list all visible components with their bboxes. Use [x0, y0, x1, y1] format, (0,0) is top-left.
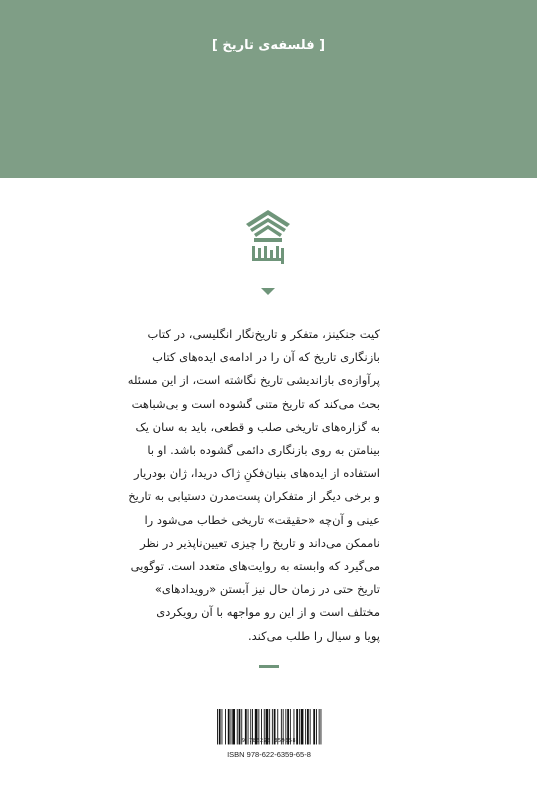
blurb-line: مختلف است و از این رو مواجهه با آن رویکردی [156, 605, 380, 620]
blurb-line: عینی و آن‌چه «حقیقت» تاریخی خطاب می‌شود را [144, 512, 380, 527]
back-cover-blurb [127, 323, 380, 648]
blurb-line: ناممکن می‌داند و تاریخ را چیزی تعیین‌ناپذیر در نظر [140, 535, 380, 550]
blurb-line: پویا و سیال را طلب می‌کند. [247, 628, 380, 643]
blurb-line: بینامتن به روی بازنگاری دائمی گشوده باشد. او با [147, 443, 380, 458]
blurb-line: بحث می‌کند که تاریخ متنی گشوده است و بی‌شباهت [131, 396, 380, 411]
series-label: [ فلسفه‌ی تاریخ ] [211, 38, 326, 53]
publisher-house-logo-icon [244, 208, 292, 270]
blurb-line: می‌گیرد که وابسته به روایت‌های متعدد است. توگویی [130, 559, 380, 574]
blurb-line: و برخی دیگر از متفکران پست‌مدرن دستیابی به تاریخ [128, 489, 380, 504]
down-triangle-icon [261, 288, 275, 295]
blurb-line: پرآوازه‌ی بازاندیشی تاریخ نگاشته است، از این مسئله [127, 373, 380, 388]
divider [259, 665, 279, 668]
blurb-line: تاریخ حتی در زمان حال نیز آبستن «رویدادهای» [154, 582, 380, 597]
blurb-line: بازنگاری تاریخ که آن را در ادامه‌ی ایده‌های کتاب [152, 350, 380, 365]
isbn-number: ISBN 978-622-6359-65-8 [227, 750, 311, 759]
header-band [0, 0, 537, 178]
blurb-line: به گزاره‌های تاریخی صلب و قطعی، باید به سان یک [135, 419, 380, 434]
blurb-line: کیت جنکینز، متفکر و تاریخ‌نگار انگلیسی، در کتاب [147, 327, 380, 341]
blurb-line: استفاده از ایده‌های بنیان‌فکنِ ژاک دریدا، ژان بودریار [134, 466, 380, 481]
barcode-digits: 9 786226 359658 [241, 738, 297, 744]
